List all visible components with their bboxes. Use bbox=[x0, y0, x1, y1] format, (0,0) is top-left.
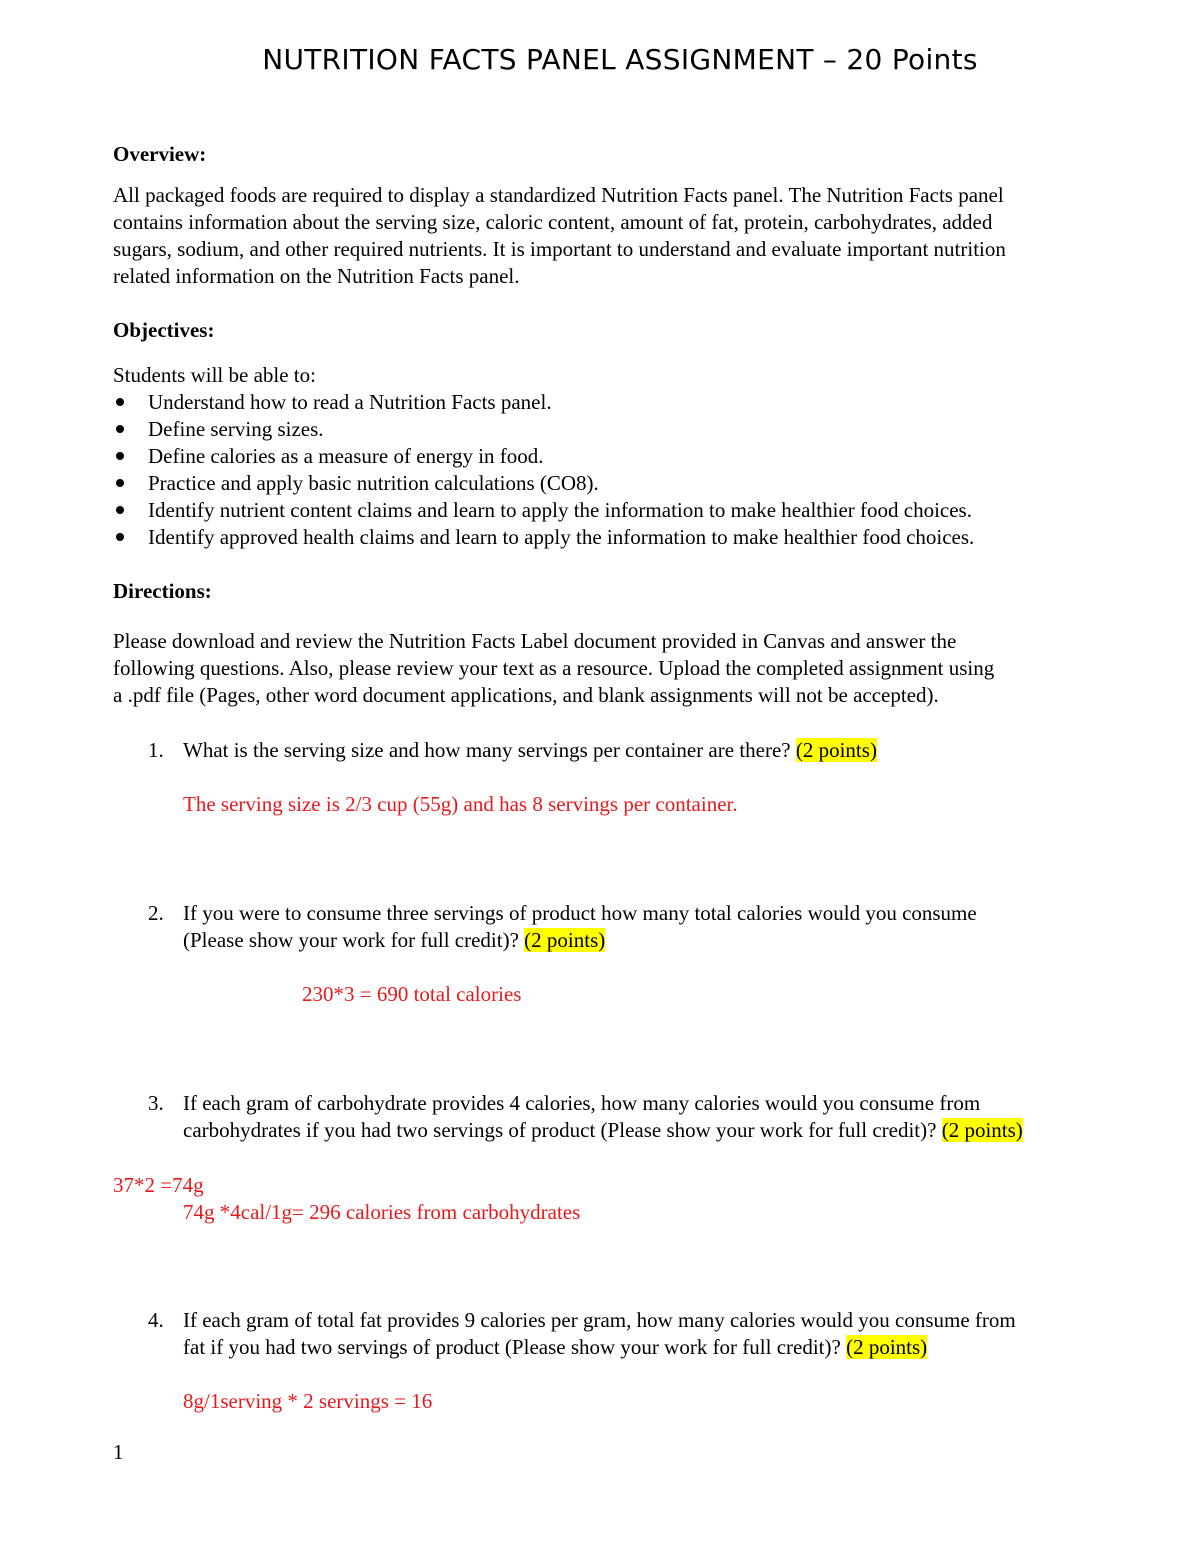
objectives-intro: Students will be able to: bbox=[113, 363, 316, 387]
question-3 bbox=[183, 1090, 980, 1117]
objective-item bbox=[113, 389, 974, 416]
question-1 bbox=[183, 737, 877, 764]
answer-text: The serving size is 2/3 cup (55g) and has 8 servings per container. bbox=[183, 792, 738, 816]
question-text: If each gram of total fat provides 9 calories per gram, how many calories would you consume from bbox=[183, 1308, 1016, 1332]
question-text: carbohydrates if you had two servings of product (Please show your work for full credit)? bbox=[183, 1118, 937, 1142]
objective-text: Identify nutrient content claims and learn to apply the information to make healthier food choices. bbox=[148, 498, 972, 522]
question-2 bbox=[183, 900, 977, 927]
objective-text: Identify approved health claims and learn to apply the information to make healthier food choices. bbox=[148, 525, 975, 549]
question-number: 3. bbox=[148, 1091, 164, 1115]
objective-text: Practice and apply basic nutrition calculations (CO8). bbox=[148, 471, 599, 495]
directions-line: following questions. Also, please review your text as a resource. Upload the completed assignment using bbox=[113, 656, 995, 680]
overview-heading: Overview: bbox=[113, 142, 207, 166]
directions-heading: Directions: bbox=[113, 579, 212, 603]
bullet-icon bbox=[116, 533, 124, 541]
page-title: NUTRITION FACTS PANEL ASSIGNMENT – 20 Points bbox=[262, 43, 978, 76]
question-2-line-2 bbox=[183, 927, 605, 954]
points-badge: (2 points) bbox=[524, 928, 606, 952]
bullet-icon bbox=[116, 398, 124, 406]
points-badge: (2 points) bbox=[846, 1335, 928, 1359]
objective-item bbox=[113, 443, 974, 470]
question-number: 4. bbox=[148, 1308, 164, 1332]
question-text: (Please show your work for full credit)? bbox=[183, 928, 519, 952]
bullet-icon bbox=[116, 506, 124, 514]
overview-line: sugars, sodium, and other required nutrients. It is important to understand and evaluate important nutrition bbox=[113, 237, 1006, 261]
answer-text: 8g/1serving * 2 servings = 16 bbox=[183, 1389, 433, 1413]
points-badge: (2 points) bbox=[795, 738, 877, 762]
question-number: 2. bbox=[148, 901, 164, 925]
answer-text: 37*2 =74g bbox=[113, 1173, 204, 1197]
objective-text: Understand how to read a Nutrition Facts panel. bbox=[148, 390, 552, 414]
question-text: If you were to consume three servings of product how many total calories would you consume bbox=[183, 901, 977, 925]
directions-line: Please download and review the Nutrition Facts Label document provided in Canvas and answer the bbox=[113, 629, 957, 653]
objectives-list bbox=[113, 389, 974, 551]
question-3-line-2 bbox=[183, 1117, 1023, 1144]
objective-item bbox=[113, 470, 974, 497]
directions-line: a .pdf file (Pages, other word document applications, and blank assignments will not be accepted). bbox=[113, 683, 939, 707]
objective-item bbox=[113, 416, 974, 443]
points-badge: (2 points) bbox=[941, 1118, 1023, 1142]
overview-paragraph bbox=[113, 182, 1123, 290]
answer-text: 74g *4cal/1g= 296 calories from carbohydrates bbox=[183, 1200, 581, 1224]
question-text: What is the serving size and how many servings per container are there? bbox=[183, 738, 791, 762]
bullet-icon bbox=[116, 452, 124, 460]
question-text: fat if you had two servings of product (Please show your work for full credit)? bbox=[183, 1335, 841, 1359]
overview-line: All packaged foods are required to display a standardized Nutrition Facts panel. The Nutrition Facts panel bbox=[113, 183, 1004, 207]
objective-text: Define serving sizes. bbox=[148, 417, 324, 441]
overview-line: related information on the Nutrition Facts panel. bbox=[113, 264, 520, 288]
page-number: 1 bbox=[113, 1440, 124, 1464]
objective-text: Define calories as a measure of energy in food. bbox=[148, 444, 544, 468]
question-number: 1. bbox=[148, 738, 164, 762]
bullet-icon bbox=[116, 425, 124, 433]
objectives-heading: Objectives: bbox=[113, 318, 215, 342]
question-4 bbox=[183, 1307, 1016, 1334]
overview-line: contains information about the serving size, caloric content, amount of fat, protein, carbohydrates, added bbox=[113, 210, 993, 234]
answer-text: 230*3 = 690 total calories bbox=[302, 982, 522, 1006]
bullet-icon bbox=[116, 479, 124, 487]
question-text: If each gram of carbohydrate provides 4 calories, how many calories would you consume from bbox=[183, 1091, 981, 1115]
directions-paragraph bbox=[113, 628, 1123, 709]
question-4-line-2 bbox=[183, 1334, 927, 1361]
objective-item bbox=[113, 524, 974, 551]
objective-item bbox=[113, 497, 974, 524]
